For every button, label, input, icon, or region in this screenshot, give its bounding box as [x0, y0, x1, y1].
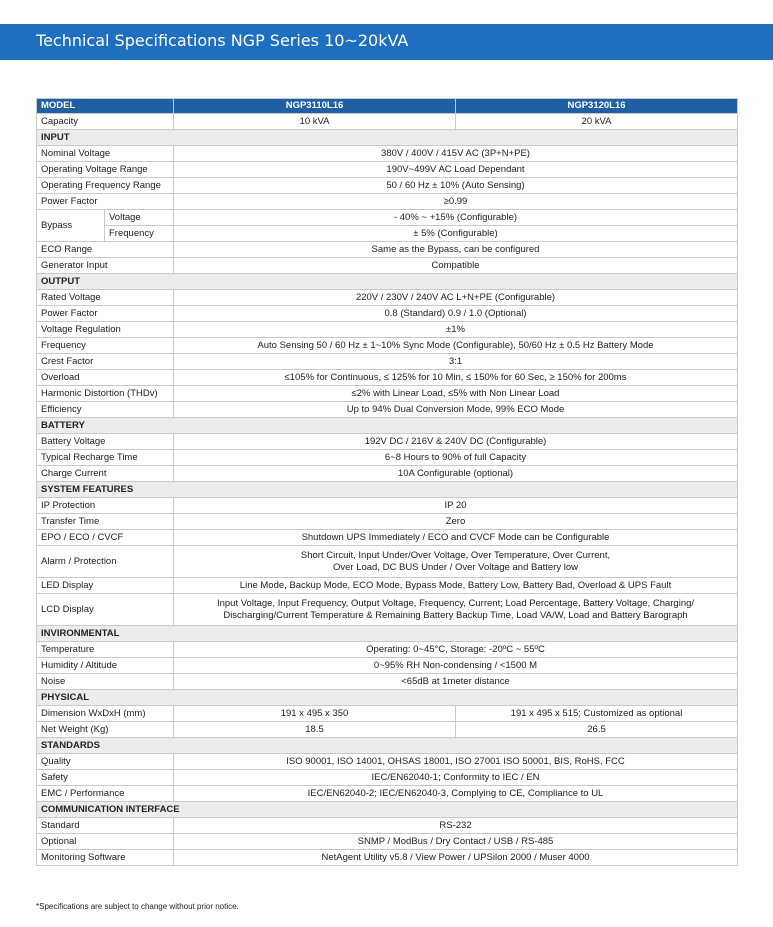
section-title: SYSTEM FEATURES	[37, 482, 738, 498]
section-title: INPUT	[37, 130, 738, 146]
row-label: Capacity	[37, 114, 174, 130]
table-row	[37, 498, 738, 514]
row-value: Up to 94% Dual Conversion Mode, 99% ECO Mode	[174, 402, 738, 418]
row-label: Harmonic Distortion (THDv)	[37, 386, 174, 402]
header-model-1: NGP3110L16	[174, 99, 456, 114]
table-row	[37, 226, 738, 242]
row-value-line: Over Load, DC BUS Under / Over Voltage and Battery low	[332, 561, 578, 573]
row-value: Shutdown UPS Immediately / ECO and CVCF Mode can be Configurable	[174, 530, 738, 546]
section-title: BATTERY	[37, 418, 738, 434]
row-value: Zero	[174, 514, 738, 530]
table-row	[37, 306, 738, 322]
row-label: Noise	[37, 674, 174, 690]
row-label: Monitoring Software	[37, 850, 174, 866]
table-row	[37, 370, 738, 386]
footnote: *Specifications are subject to change without prior notice.	[36, 902, 239, 911]
row-label: Standard	[37, 818, 174, 834]
row-value: NetAgent Utility v5.8 / View Power / UPSilon 2000 / Muser 4000	[174, 850, 738, 866]
row-value: 0.8 (Standard) 0.9 / 1.0 (Optional)	[174, 306, 738, 322]
table-row	[37, 594, 738, 626]
row-value: 192V DC / 216V & 240V DC (Configurable)	[174, 434, 738, 450]
row-value: ±1%	[174, 322, 738, 338]
row-label: Net Weight (Kg)	[37, 722, 174, 738]
row-value: 26.5	[456, 722, 738, 738]
section-title: OUTPUT	[37, 274, 738, 290]
table-row	[37, 290, 738, 306]
row-value: 3:1	[174, 354, 738, 370]
row-value: 10A Configurable (optional)	[174, 466, 738, 482]
row-value: Same as the Bypass, can be configured	[174, 242, 738, 258]
table-row	[37, 818, 738, 834]
table-row	[37, 114, 738, 130]
row-value-line: Input Voltage, Input Frequency, Output Voltage, Frequency, Current; Load Percentage, Battery Voltage, Charging/	[216, 597, 695, 609]
row-value: ≤2% with Linear Load, ≤5% with Non Linear Load	[174, 386, 738, 402]
header-model-2: NGP3120L16	[456, 99, 738, 114]
table-row	[37, 530, 738, 546]
row-label: Overload	[37, 370, 174, 386]
table-row	[37, 786, 738, 802]
table-row	[37, 658, 738, 674]
row-label: Operating Frequency Range	[37, 178, 174, 194]
table-row	[37, 194, 738, 210]
row-label: EPO / ECO / CVCF	[37, 530, 174, 546]
spec-table	[36, 98, 738, 866]
row-value: ≤105% for Continuous, ≤ 125% for 10 Min, ≤ 150% for 60 Sec, ≥ 150% for 200ms	[174, 370, 738, 386]
table-row	[37, 514, 738, 530]
table-row	[37, 466, 738, 482]
row-label: Nominal Voltage	[37, 146, 174, 162]
row-label: Generator Input	[37, 258, 174, 274]
row-value: SNMP / ModBus / Dry Contact / USB / RS-485	[174, 834, 738, 850]
row-label: EMC / Performance	[37, 786, 174, 802]
table-row	[37, 674, 738, 690]
table-row	[37, 642, 738, 658]
row-label: Operating Voltage Range	[37, 162, 174, 178]
table-row	[37, 450, 738, 466]
table-row	[37, 578, 738, 594]
row-value: 220V / 230V / 240V AC L+N+PE (Configurable)	[174, 290, 738, 306]
row-value: ≥0.99	[174, 194, 738, 210]
table-header-row	[37, 99, 738, 114]
row-value: Auto Sensing 50 / 60 Hz ± 1~10% Sync Mode (Configurable), 50/60 Hz ± 0.5 Hz Battery Mode	[174, 338, 738, 354]
row-value: 190V~499V AC Load Dependant	[174, 162, 738, 178]
row-value: 50 / 60 Hz ± 10% (Auto Sensing)	[174, 178, 738, 194]
table-row	[37, 210, 738, 226]
row-label: Dimension WxDxH (mm)	[37, 706, 174, 722]
row-value	[174, 594, 738, 626]
row-label: Temperature	[37, 642, 174, 658]
table-row	[37, 754, 738, 770]
row-label: Crest Factor	[37, 354, 174, 370]
row-label: Battery Voltage	[37, 434, 174, 450]
row-label: LCD Display	[37, 594, 174, 626]
row-label: ECO Range	[37, 242, 174, 258]
section-title: INVIRONMENTAL	[37, 626, 738, 642]
row-value	[174, 546, 738, 578]
section-header	[37, 274, 738, 290]
row-value: 20 kVA	[456, 114, 738, 130]
table-row	[37, 338, 738, 354]
row-label: Rated Voltage	[37, 290, 174, 306]
section-header	[37, 802, 738, 818]
row-label: Bypass	[37, 210, 105, 242]
row-label: Power Factor	[37, 306, 174, 322]
table-row	[37, 178, 738, 194]
row-value: ISO 90001, ISO 14001, OHSAS 18001, ISO 27001 ISO 50001, BIS, RoHS, FCC	[174, 754, 738, 770]
row-value: 6~8 Hours to 90% of full Capacity	[174, 450, 738, 466]
row-value: <65dB at 1meter distance	[174, 674, 738, 690]
row-value-line: Discharging/Current Temperature & Remaining Battery Backup Time, Load VA/W, Load and Battery Barograph	[223, 609, 688, 621]
row-label: Typical Recharge Time	[37, 450, 174, 466]
row-value: IP 20	[174, 498, 738, 514]
row-value: Line Mode, Backup Mode, ECO Mode, Bypass Mode, Battery Low, Battery Bad, Overload & UPS Fault	[174, 578, 738, 594]
section-title: COMMUNICATION INTERFACE	[37, 802, 738, 818]
row-label: IP Protection	[37, 498, 174, 514]
row-value: - 40% ~ +15% (Configurable)	[174, 210, 738, 226]
row-label: Frequency	[37, 338, 174, 354]
row-sublabel: Frequency	[105, 226, 174, 242]
title-banner	[0, 24, 773, 60]
row-value: IEC/EN62040-2; IEC/EN62040-3, Complying to CE, Compliance to UL	[174, 786, 738, 802]
table-row	[37, 770, 738, 786]
row-value: IEC/EN62040-1; Conformity to IEC / EN	[174, 770, 738, 786]
table-row	[37, 834, 738, 850]
section-header	[37, 418, 738, 434]
row-label: Charge Current	[37, 466, 174, 482]
header-label: MODEL	[37, 99, 174, 114]
table-row	[37, 850, 738, 866]
section-header	[37, 626, 738, 642]
table-row	[37, 706, 738, 722]
section-header	[37, 130, 738, 146]
table-row	[37, 258, 738, 274]
row-label: Voltage Regulation	[37, 322, 174, 338]
row-value: Operating: 0~45°C, Storage: -20ºC ~ 55ºC	[174, 642, 738, 658]
table-row	[37, 146, 738, 162]
row-value: 18.5	[174, 722, 456, 738]
page-title: Technical Specifications NGP Series 10~20kVA	[36, 31, 409, 50]
table-row	[37, 434, 738, 450]
row-value: ± 5% (Configurable)	[174, 226, 738, 242]
row-label: Humidity / Altitude	[37, 658, 174, 674]
section-title: STANDARDS	[37, 738, 738, 754]
table-row	[37, 354, 738, 370]
row-label: Quality	[37, 754, 174, 770]
row-label: Optional	[37, 834, 174, 850]
section-header	[37, 482, 738, 498]
table-row	[37, 386, 738, 402]
row-label: Power Factor	[37, 194, 174, 210]
section-header	[37, 738, 738, 754]
row-label: Transfer Time	[37, 514, 174, 530]
table-row	[37, 162, 738, 178]
section-header	[37, 690, 738, 706]
row-value-line: Short Circuit, Input Under/Over Voltage, Over Temperature, Over Current,	[300, 549, 611, 561]
row-label: Safety	[37, 770, 174, 786]
row-label: LED Display	[37, 578, 174, 594]
row-sublabel: Voltage	[105, 210, 174, 226]
section-title: PHYSICAL	[37, 690, 738, 706]
row-value: 380V / 400V / 415V AC (3P+N+PE)	[174, 146, 738, 162]
row-value: 10 kVA	[174, 114, 456, 130]
table-row	[37, 722, 738, 738]
row-label: Alarm / Protection	[37, 546, 174, 578]
row-value: 191 x 495 x 350	[174, 706, 456, 722]
row-value: 191 x 495 x 515; Customized as optional	[456, 706, 738, 722]
table-row	[37, 402, 738, 418]
row-value: RS-232	[174, 818, 738, 834]
table-row	[37, 242, 738, 258]
row-label: Efficiency	[37, 402, 174, 418]
row-value: Compatible	[174, 258, 738, 274]
row-value: 0~95% RH Non-condensing / <1500 M	[174, 658, 738, 674]
table-row	[37, 322, 738, 338]
table-row	[37, 546, 738, 578]
